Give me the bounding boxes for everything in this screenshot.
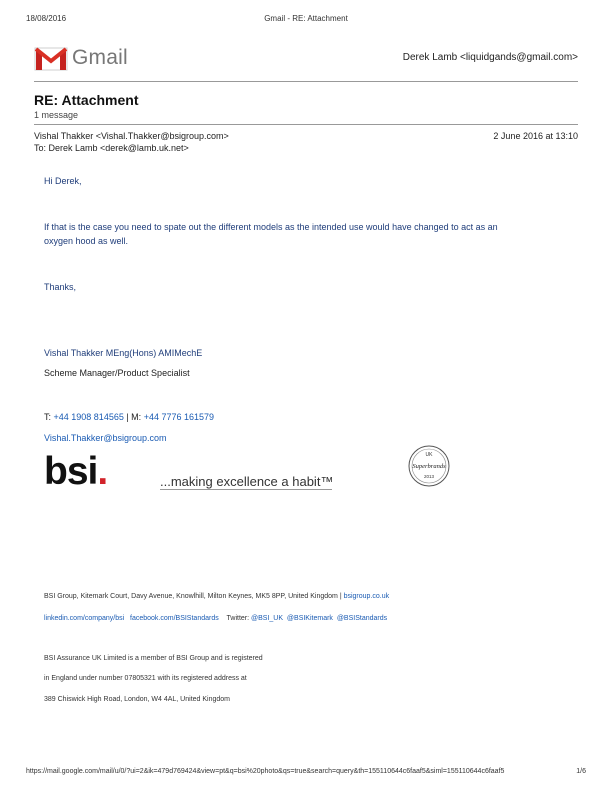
tagline-underline — [160, 489, 332, 490]
legal-line-3: 389 Chiswick High Road, London, W4 4AL, United Kingdom — [44, 696, 230, 703]
body-paragraph-line-2: oxygen hood as well. — [44, 236, 129, 246]
legal-line-1: BSI Assurance UK Limited is a member of BSI Group and is registered — [44, 655, 263, 662]
bsi-logo-dot: . — [97, 450, 108, 493]
address-text: BSI Group, Kitemark Court, Davy Avenue, Knowlhill, Milton Keynes, MK5 8PP, United Kingdom | — [44, 593, 344, 600]
superbrands-seal-icon — [404, 444, 454, 488]
print-date: 18/08/2016 — [26, 14, 67, 23]
print-title: Gmail - RE: Attachment — [264, 14, 348, 23]
footer-social — [44, 615, 387, 622]
sender: Vishal Thakker <Vishal.Thakker@bsigroup.com> — [34, 131, 229, 141]
tel-link[interactable]: +44 1908 814565 — [53, 412, 124, 422]
facebook-link[interactable]: facebook.com/BSIStandards — [130, 615, 219, 622]
legal-line-2: in England under number 07805321 with its registered address at — [44, 675, 247, 682]
signature-email-link[interactable]: Vishal.Thakker@bsigroup.com — [44, 433, 167, 443]
footer-address — [44, 593, 389, 600]
twitter-link-kitemark[interactable]: @BSIKitemark — [286, 615, 333, 622]
bsi-logo — [44, 450, 107, 494]
header-divider — [34, 81, 578, 82]
twitter-link-uk[interactable]: @BSI_UK — [251, 615, 284, 622]
seal-main-text: Superbrands — [412, 463, 446, 470]
twitter-link-standards[interactable]: @BSIStandards — [336, 615, 388, 622]
greeting: Hi Derek, — [44, 176, 82, 186]
page-number: 1/6 — [576, 768, 586, 775]
bsi-logo-text: bsi — [44, 450, 98, 493]
tel-label: T: — [44, 412, 54, 422]
gmail-envelope-icon — [34, 44, 68, 72]
body-paragraph-line-1: If that is the case you need to spate out the different models as the intended use would have changed to act as an — [44, 222, 498, 232]
sign-off: Thanks, — [44, 282, 77, 292]
print-url: https://mail.google.com/mail/u/0/?ui=2&ik=479d769424&view=pt&q=bsi%20photo&qs=true&search=query&th=155110644c6faaf5&siml=155110644c6faaf5 — [26, 768, 505, 775]
signature-name: Vishal Thakker MEng(Hons) AMIMechE — [44, 348, 203, 358]
seal-top-text: UK — [425, 452, 433, 458]
tagline: ...making excellence a habit™ — [160, 474, 334, 489]
signature-role: Scheme Manager/Product Specialist — [44, 368, 190, 378]
mobile-link[interactable]: +44 7776 161579 — [143, 412, 215, 422]
twitter-label: Twitter: — [226, 615, 252, 622]
account-email: Derek Lamb <liquidgands@gmail.com> — [402, 52, 578, 63]
message-subject: RE: Attachment — [34, 92, 139, 108]
message-count: 1 message — [34, 110, 79, 120]
gmail-wordmark: Gmail — [72, 46, 128, 69]
recipient: To: Derek Lamb <derek@lamb.uk.net> — [34, 143, 189, 153]
linkedin-link[interactable]: linkedin.com/company/bsi — [44, 615, 125, 622]
sent-date: 2 June 2016 at 13:10 — [493, 131, 578, 141]
site-link[interactable]: bsigroup.co.uk — [343, 593, 390, 600]
signature-phones — [44, 410, 214, 424]
subject-divider — [34, 124, 578, 125]
seal-year-text: 2013 — [423, 474, 435, 479]
mobile-label: | M: — [123, 412, 144, 422]
